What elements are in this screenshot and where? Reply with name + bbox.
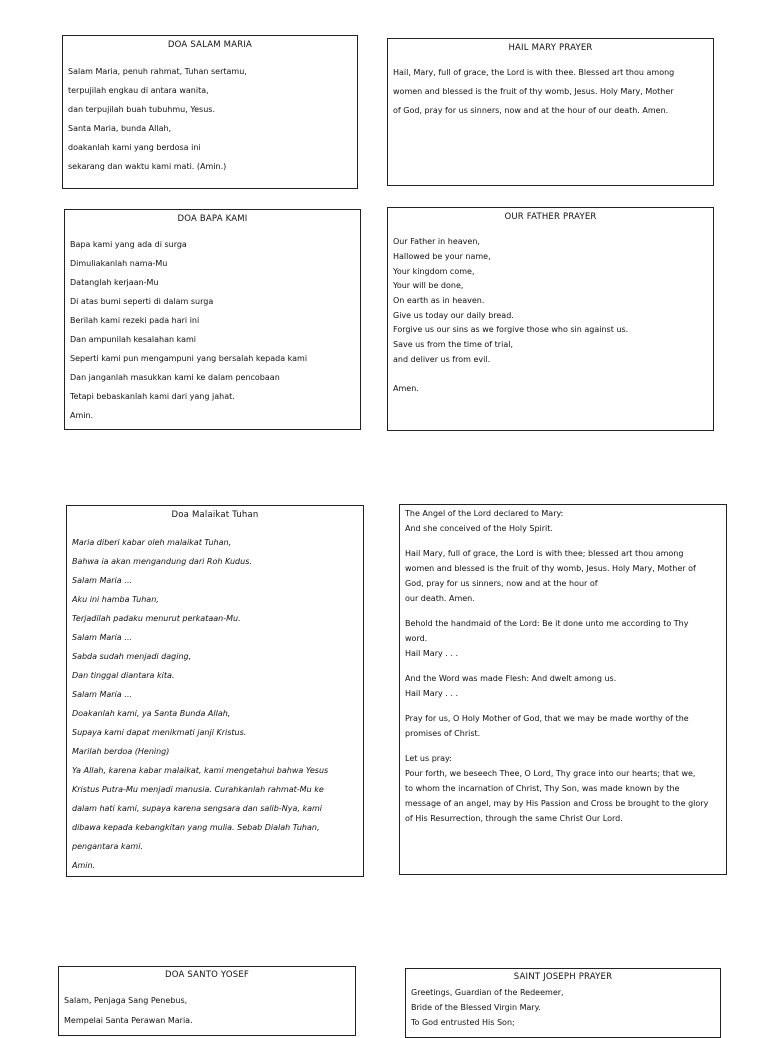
text-line: our death. Amen. — [405, 594, 475, 603]
text-line: Your will be done, — [393, 281, 464, 290]
text-line: sekarang dan waktu kami mati. (Amin.) — [68, 162, 227, 171]
hail-mary-box — [387, 38, 714, 186]
text-line: message of an angel, may by His Passion and Cross be brought to the glory — [405, 799, 709, 808]
text-line: Amen. — [393, 384, 419, 393]
text-line: Berilah kami rezeki pada hari ini — [70, 316, 200, 325]
text-line: Marilah berdoa (Hening) — [72, 747, 170, 756]
text-line: Dan ampunilah kesalahan kami — [70, 335, 197, 344]
text-line: God, pray for us sinners, now and at the hour of — [405, 579, 598, 588]
text-line: dalam hati kami, supaya karena sengsara dan salib-Nya, kami — [72, 804, 322, 813]
text-line: Santa Maria, bunda Allah, — [68, 124, 172, 133]
text-line: promises of Christ. — [405, 729, 481, 738]
text-line: Our Father in heaven, — [393, 237, 480, 246]
doa-bapa-kami-box — [64, 209, 361, 430]
text-line: doakanlah kami yang berdosa ini — [68, 143, 201, 152]
text-line: of God, pray for us sinners, now and at the hour of our death. Amen. — [393, 106, 669, 115]
text-line: Your kingdom come, — [393, 267, 475, 276]
doa-salam-maria-box — [62, 35, 358, 189]
text-line: Tetapi bebaskanlah kami dari yang jahat. — [70, 392, 235, 401]
text-line: Save us from the time of trial, — [393, 340, 513, 349]
text-line: Hail Mary . . . — [405, 689, 458, 698]
text-line: to whom the incarnation of Christ, Thy Son, was made known by the — [405, 784, 680, 793]
text-line: Bride of the Blessed Virgin Mary. — [411, 1003, 541, 1012]
text-line: Datanglah kerjaan-Mu — [70, 278, 159, 287]
text-line: Let us pray: — [405, 754, 452, 763]
text-line: Seperti kami pun mengampuni yang bersalah kepada kami — [70, 354, 308, 363]
text-line: The Angel of the Lord declared to Mary: — [405, 509, 564, 518]
text-line: Bahwa ia akan mengandung dari Roh Kudus. — [72, 557, 252, 566]
text-line: Salam Maria … — [72, 633, 133, 642]
text-line: Maria diberi kabar oleh malaikat Tuhan, — [72, 538, 232, 547]
text-line: Forgive us our sins as we forgive those who sin against us. — [393, 325, 629, 334]
text-line: Ya Allah, karena kabar malaikat, kami mengetahui bahwa Yesus — [72, 766, 329, 775]
text-line: Hail Mary, full of grace, the Lord is with thee; blessed art thou among — [405, 549, 684, 558]
text-line: dan terpujilah buah tubuhmu, Yesus. — [68, 105, 216, 114]
text-line: Pour forth, we beseech Thee, O Lord, Thy grace into our hearts; that we, — [405, 769, 696, 778]
doa-santo-yosef-box — [58, 966, 356, 1036]
text-line: Bapa kami yang ada di surga — [70, 240, 187, 249]
text-line: Hail Mary . . . — [405, 649, 458, 658]
text-line: Kristus Putra-Mu menjadi manusia. Curahkanlah rahmat-Mu ke — [72, 785, 324, 794]
doa-santo-yosef-title: DOA SANTO YOSEF — [165, 970, 249, 980]
text-line: And she conceived of the Holy Spirit. — [405, 524, 553, 533]
text-line: dibawa kepada kebangkitan yang mulia. Sebab Dialah Tuhan, — [72, 823, 320, 832]
text-line: Amin. — [70, 411, 94, 420]
hail-mary-title: HAIL MARY PRAYER — [508, 43, 593, 53]
text-line: Terjadilah padaku menurut perkataan-Mu. — [72, 614, 241, 623]
text-line: Salam Maria … — [72, 690, 133, 699]
text-line: Behold the handmaid of the Lord: Be it done unto me according to Thy — [405, 619, 689, 628]
doa-malaikat-tuhan-box — [66, 505, 364, 877]
text-line: terpujilah engkau di antara wanita, — [68, 86, 209, 95]
doa-bapa-kami-title: DOA BAPA KAMI — [177, 214, 248, 224]
text-line: Salam Maria … — [72, 576, 133, 585]
text-line: Di atas bumi seperti di dalam surga — [70, 297, 214, 306]
our-father-box — [387, 207, 714, 431]
text-line: Greetings, Guardian of the Redeemer, — [411, 988, 564, 997]
text-line: and deliver us from evil. — [393, 355, 491, 364]
doa-salam-maria-title: DOA SALAM MARIA — [167, 40, 253, 50]
text-line: Salam, Penjaga Sang Penebus, — [64, 996, 188, 1005]
text-line: Amin. — [72, 861, 96, 870]
text-line: women and blessed is the fruit of thy womb, Jesus. Holy Mary, Mother of — [405, 564, 696, 573]
text-line: Give us today our daily bread. — [393, 311, 514, 320]
text-line: Hallowed be your name, — [393, 252, 491, 261]
text-line: Dan tinggal diantara kita. — [72, 671, 175, 680]
text-line: To God entrusted His Son; — [411, 1018, 515, 1027]
text-line: Mempelai Santa Perawan Maria. — [64, 1016, 193, 1025]
text-line: Dan janganlah masukkan kami ke dalam pencobaan — [70, 373, 280, 382]
angelus-box — [399, 504, 727, 875]
text-line: Aku ini hamba Tuhan, — [72, 595, 159, 604]
text-line: Salam Maria, penuh rahmat, Tuhan sertamu, — [68, 67, 247, 76]
text-line: Doakanlah kami, ya Santa Bunda Allah, — [72, 709, 231, 718]
text-line: Dimuliakanlah nama-Mu — [70, 259, 168, 268]
text-line: Pray for us, O Holy Mother of God, that we may be made worthy of the — [405, 714, 689, 723]
saint-joseph-title: SAINT JOSEPH PRAYER — [513, 972, 613, 982]
text-line: women and blessed is the fruit of thy womb, Jesus. Holy Mary, Mother — [393, 87, 674, 96]
our-father-title: OUR FATHER PRAYER — [504, 212, 597, 222]
doa-malaikat-tuhan-title: Doa Malaikat Tuhan — [171, 510, 259, 520]
saint-joseph-box — [405, 968, 721, 1038]
text-line: Supaya kami dapat menikmati janji Kristus. — [72, 728, 247, 737]
text-line: of His Resurrection, through the same Christ Our Lord. — [405, 814, 623, 823]
text-line: Sabda sudah menjadi daging, — [72, 652, 192, 661]
text-line: word. — [405, 634, 428, 643]
text-line: Hail, Mary, full of grace, the Lord is with thee. Blessed art thou among — [393, 68, 675, 77]
text-line: pengantara kami. — [72, 842, 143, 851]
text-line: On earth as in heaven. — [393, 296, 485, 305]
text-line: And the Word was made Flesh: And dwelt among us. — [405, 674, 617, 683]
